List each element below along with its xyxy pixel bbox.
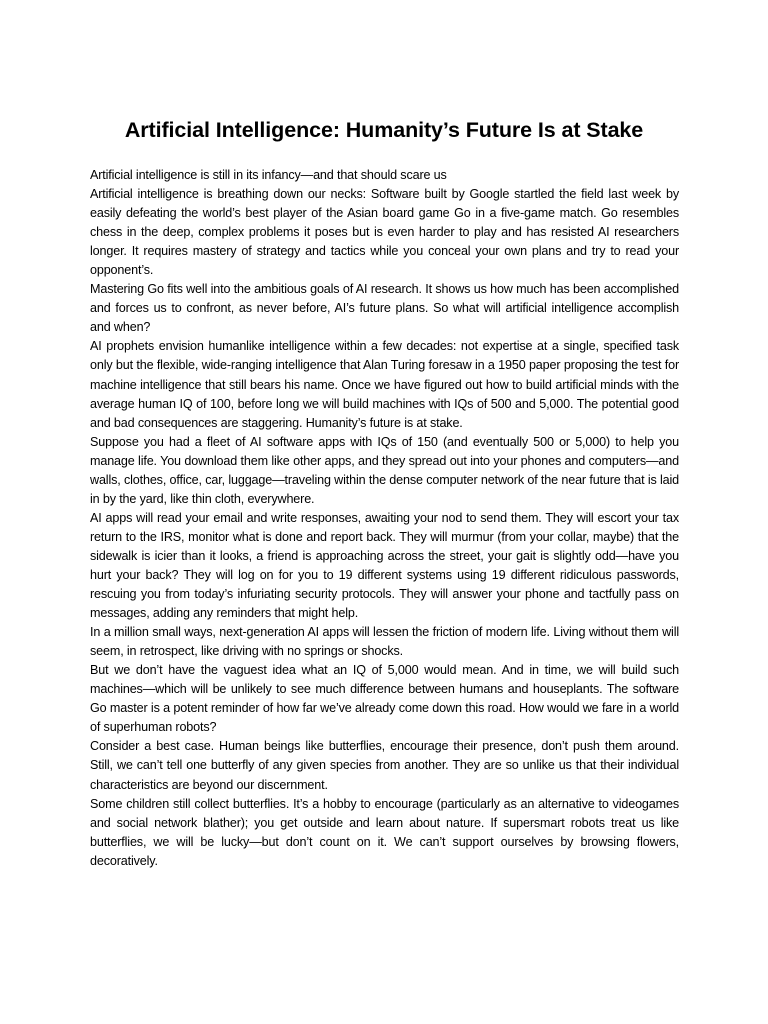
document-title: Artificial Intelligence: Humanity’s Future Is at Stake <box>124 118 644 142</box>
document-body <box>90 166 679 871</box>
paragraph: AI prophets envision humanlike intelligence within a few decades: not expertise at a single, specified task only but the flexible, wide-ranging intelligence that Alan Turing foresaw in a 1950 paper proposing the test for machine intelligence that still bears his name. Once we have figured out how to build artificial minds with the average human IQ of 100, before long we will build machines with IQs of 500 and 5,000. The potential good and bad consequences are staggering. Humanity’s future is at stake. <box>90 339 679 430</box>
paragraph: Consider a best case. Human beings like butterflies, encourage their presence, don’t push them around. Still, we can’t tell one butterfly of any given species from another. They are so unlike us that their individual characteristics are beyond our discernment. <box>90 739 679 792</box>
paragraph: Suppose you had a fleet of AI software apps with IQs of 150 (and eventually 500 or 5,000) to help you manage life. You download them like other apps, and they spread out into your phones and computers—and walls, clothes, office, car, luggage—traveling within the dense computer network of the near future that is laid in by the yard, like thin cloth, everywhere. <box>90 434 679 506</box>
paragraph: Some children still collect butterflies. It’s a hobby to encourage (particularly as an alternative to videogames and social network blather); you get outside and learn about nature. If supersmart robots treat us like butterflies, we will be lucky—but don’t count on it. We can’t support ourselves by browsing flowers, decoratively. <box>90 796 679 868</box>
paragraph: Artificial intelligence is breathing down our necks: Software built by Google startled the field last week by easily defeating the world’s best player of the Asian board game Go in a five-game match. Go resembles chess in the deep, complex problems it poses but is even harder to play and has resisted AI researchers longer. It requires mastery of strategy and tactics while you conceal your own plans and try to read your opponent’s. <box>90 187 679 278</box>
paragraph: AI apps will read your email and write responses, awaiting your nod to send them. They will escort your tax return to the IRS, monitor what is done and report back. They will murmur (from your collar, maybe) that the sidewalk is icier than it looks, a friend is approaching across the street, your gait is slightly odd—have you hurt your back? They will log on for you to 19 different systems using 19 different ridiculous passwords, rescuing you from today’s infuriating security protocols. They will answer your phone and tactfully pass on messages, adding any reminders that might help. <box>90 510 679 621</box>
paragraph: In a million small ways, next-generation AI apps will lessen the friction of modern life. Living without them will seem, in retrospect, like driving with no springs or shocks. <box>90 625 679 659</box>
paragraph: Mastering Go fits well into the ambitious goals of AI research. It shows us how much has been accomplished and forces us to confront, as never before, AI’s future plans. So what will artificial intelligence accomplish and when? <box>90 282 679 335</box>
paragraph-subtitle: Artificial intelligence is still in its infancy—and that should scare us <box>90 168 447 182</box>
paragraph: But we don’t have the vaguest idea what an IQ of 5,000 would mean. And in time, we will build such machines—which will be unlikely to see much difference between humans and houseplants. The software Go master is a potent reminder of how far we’ve already come down this road. How would we fare in a world of superhuman robots? <box>90 663 679 735</box>
